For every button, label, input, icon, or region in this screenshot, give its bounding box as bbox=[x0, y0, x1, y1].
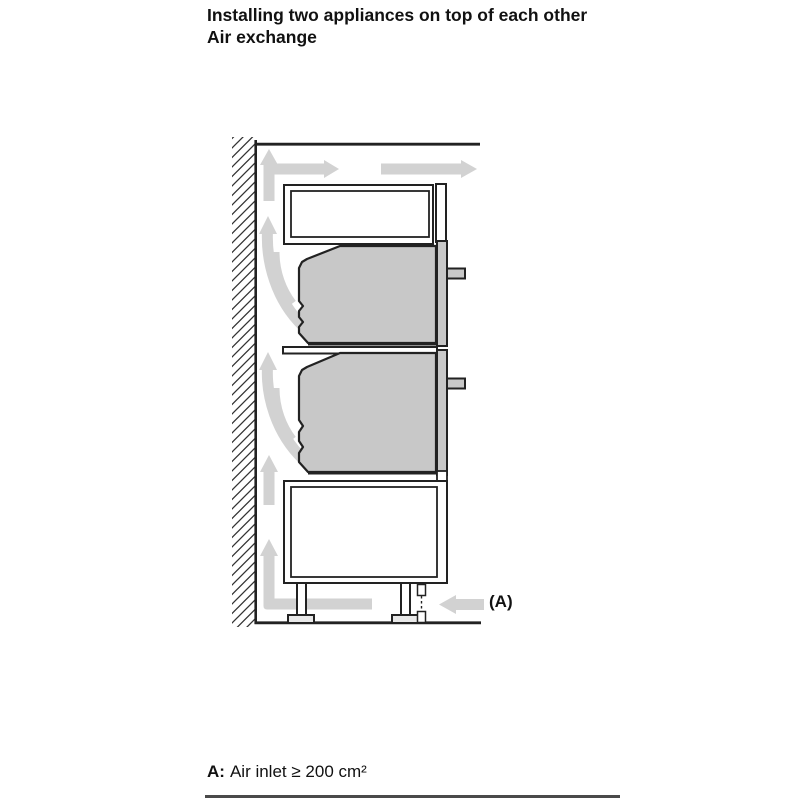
legend-key: A: bbox=[207, 762, 225, 781]
upper-appliance-handle bbox=[447, 269, 465, 279]
behind-base-cabinet-up-arrow bbox=[260, 455, 278, 505]
top-exhaust-right-arrow bbox=[381, 160, 477, 178]
air-inlet-left-arrow bbox=[439, 595, 484, 614]
top-vent-compartment bbox=[284, 184, 446, 244]
upper-appliance-front-panel bbox=[437, 241, 447, 346]
legend-text: Air inlet ≥ 200 cm² bbox=[229, 762, 367, 781]
behind-lower-appliance-up-arrow bbox=[259, 352, 303, 459]
air-inlet-label: (A) bbox=[489, 592, 513, 611]
right-leg bbox=[401, 583, 410, 615]
lower-appliance-front-panel bbox=[437, 350, 447, 475]
plinth-clip-top bbox=[418, 585, 426, 596]
right-foot bbox=[392, 615, 418, 623]
upper-appliance bbox=[299, 241, 465, 346]
page-title: Installing two appliances on top of each other bbox=[207, 5, 588, 25]
lower-appliance-handle bbox=[447, 379, 465, 389]
wall-gap-up-arrow bbox=[260, 149, 278, 201]
plinth-clip-bottom bbox=[418, 612, 426, 623]
top-turn-right-arrow bbox=[266, 160, 339, 178]
legend-caption bbox=[207, 762, 367, 782]
left-foot bbox=[288, 615, 314, 623]
page-subtitle: Air exchange bbox=[207, 26, 317, 47]
top-front-trim bbox=[436, 184, 446, 242]
bottom-rule bbox=[205, 795, 620, 798]
lower-appliance bbox=[299, 350, 465, 475]
left-leg bbox=[297, 583, 306, 615]
wall-hatching bbox=[232, 137, 255, 627]
